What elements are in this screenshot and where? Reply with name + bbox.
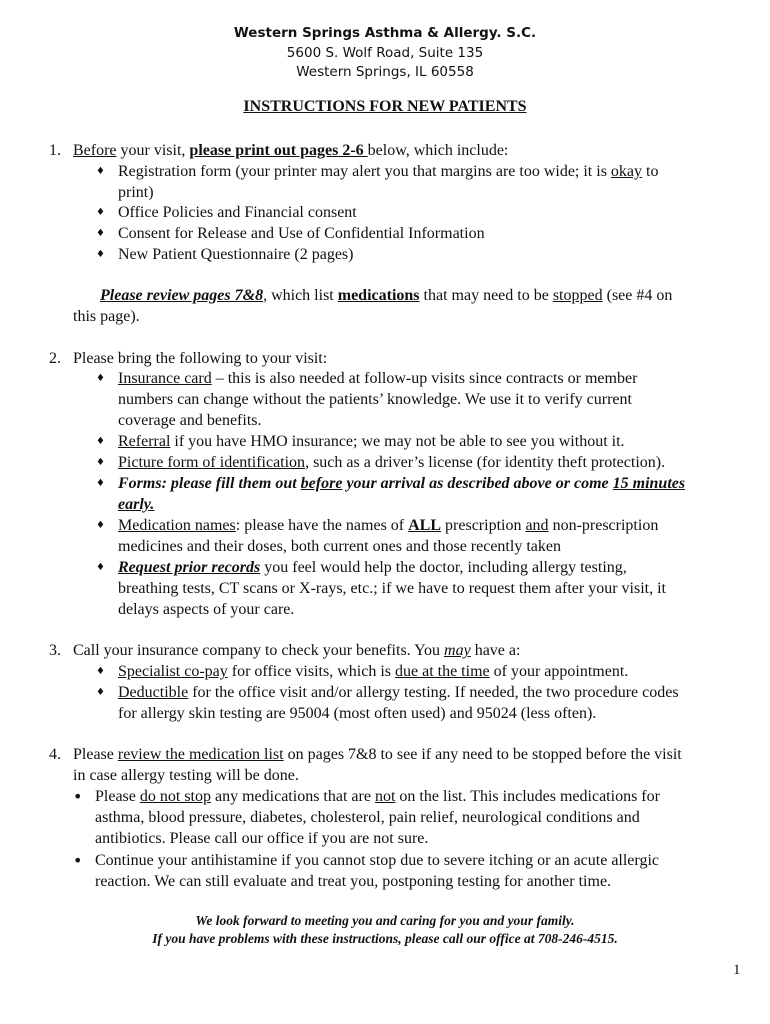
medication-names-text-3: non-prescription <box>548 517 659 534</box>
diamond-bullet-icon: ♦ <box>96 373 105 384</box>
list-item-insurance-cont: numbers can change without the patients’ knowledge. We use it to verify current <box>118 391 632 408</box>
page-title: INSTRUCTIONS FOR NEW PATIENTS <box>243 98 527 115</box>
deductible-label: Deductible <box>118 684 189 701</box>
list-item-registration <box>118 161 658 182</box>
section-3-text: Call your insurance company to check your benefits. You <box>73 642 445 659</box>
section-4-intro <box>73 744 682 765</box>
list-item-forms-cont: early. <box>118 496 155 513</box>
diamond-bullet-icon: ♦ <box>96 457 105 468</box>
all-text: ALL <box>408 517 442 534</box>
list-item-insurance-cont-2: coverage and benefits. <box>118 412 262 429</box>
diamond-bullet-icon: ♦ <box>96 562 105 573</box>
do-not-stop-text: do not stop <box>139 788 211 805</box>
before-text: before <box>300 475 343 492</box>
okay-text: okay <box>610 163 643 180</box>
list-item-forms <box>118 473 685 494</box>
section-3-text-2: have a: <box>470 642 521 659</box>
dont-stop-text-3: on the list. This includes medications for <box>395 788 660 805</box>
dot-bullet-icon: • <box>73 787 83 806</box>
list-item-picture-id <box>118 452 665 473</box>
forms-text-2: your arrival as described above or come <box>342 475 613 492</box>
intro-text-2: below, which include: <box>367 142 509 159</box>
dont-stop-text: Please <box>95 788 140 805</box>
diamond-bullet-icon: ♦ <box>96 520 105 531</box>
list-item-dont-stop-cont: asthma, blood pressure, diabetes, cholesterol, pain relief, neurological conditions and <box>95 809 640 826</box>
list-item-antihistamine: Continue your antihistamine if you cannot stop due to severe itching or an acute allergic <box>95 852 659 869</box>
diamond-bullet-icon: ♦ <box>96 166 105 177</box>
picture-id-text: , such as a driver’s license (for identity theft protection). <box>305 454 666 471</box>
section-1-intro <box>73 140 508 161</box>
diamond-bullet-icon: ♦ <box>96 249 105 260</box>
diamond-bullet-icon: ♦ <box>96 687 105 698</box>
list-item-consent: Consent for Release and Use of Confidential Information <box>118 225 485 242</box>
practice-name: Western Springs Asthma & Allergy. S.C. <box>233 25 537 41</box>
list-item-referral <box>118 431 625 452</box>
medication-names-text-2: prescription <box>441 517 526 534</box>
diamond-bullet-icon: ♦ <box>96 207 105 218</box>
list-item-antihistamine-cont: reaction. We can still evaluate and treat you, postponing testing for another time. <box>95 873 612 890</box>
list-item-office-policies: Office Policies and Financial consent <box>118 204 357 221</box>
copay-text: for office visits, which is <box>227 663 395 680</box>
section-3-intro <box>73 640 520 661</box>
section-3-number: 3. <box>49 642 61 659</box>
insurance-text: – this is also needed at follow-up visits since contracts or member <box>211 370 638 387</box>
intro-text: your visit, <box>116 142 190 159</box>
prior-records-label: Request prior records <box>118 559 261 576</box>
address-line-1: 5600 S. Wolf Road, Suite 135 <box>286 45 484 61</box>
section-1-number: 1. <box>49 142 61 159</box>
review-note-cont: this page). <box>73 308 140 325</box>
section-2-number: 2. <box>49 350 61 367</box>
deductible-text: for the office visit and/or allergy testing. If needed, the two procedure codes <box>188 684 679 701</box>
review-text: , which list <box>263 287 338 304</box>
review-text-2: that may need to be <box>419 287 553 304</box>
diamond-bullet-icon: ♦ <box>96 228 105 239</box>
medication-names-label: Medication names <box>118 517 236 534</box>
referral-label: Referral <box>118 433 171 450</box>
minutes-text: 15 minutes <box>612 475 686 492</box>
section-2-intro: Please bring the following to your visit: <box>73 350 328 367</box>
review-note <box>100 285 672 306</box>
review-pages-text: Please review pages 7&8 <box>100 287 264 304</box>
and-text: and <box>525 517 549 534</box>
medications-text: medications <box>337 287 420 304</box>
list-item-dont-stop-cont-2: antibiotics. Please call our office if you are not sure. <box>95 830 429 847</box>
section-4-text: Please <box>73 746 118 763</box>
diamond-bullet-icon: ♦ <box>96 436 105 447</box>
section-4-intro-cont: in case allergy testing will be done. <box>73 767 299 784</box>
print-pages-text: please print out pages 2-6 <box>189 142 368 159</box>
footer-line-2: If you have problems with these instructions, please call our office at 708-246-4515. <box>152 931 618 946</box>
list-item-dont-stop <box>95 786 660 807</box>
dot-bullet-icon: • <box>73 851 83 870</box>
list-item-prior-records-cont-2: delays aspects of your care. <box>118 601 295 618</box>
review-text-3: (see #4 on <box>602 287 673 304</box>
prior-records-text: you feel would help the doctor, including allergy testing, <box>260 559 627 576</box>
referral-text: if you have HMO insurance; we may not be able to see you without it. <box>170 433 625 450</box>
section-4-number: 4. <box>49 746 61 763</box>
diamond-bullet-icon: ♦ <box>96 478 105 489</box>
list-item-medication-names-cont: medicines and their doses, both current ones and those recently taken <box>118 538 561 555</box>
list-item-deductible-cont: for allergy skin testing are 95004 (most often used) and 95024 (less often). <box>118 705 597 722</box>
copay-label: Specialist co-pay <box>118 663 228 680</box>
diamond-bullet-icon: ♦ <box>96 666 105 677</box>
copay-text-2: of your appointment. <box>489 663 629 680</box>
section-4-text-2: on pages 7&8 to see if any need to be stopped before the visit <box>283 746 682 763</box>
list-item-prior-records <box>118 557 627 578</box>
address-line-2: Western Springs, IL 60558 <box>296 64 474 80</box>
list-item-insurance <box>118 368 637 389</box>
page-number: 1 <box>733 962 741 978</box>
footer-line-1: We look forward to meeting you and caring for you and your family. <box>195 913 575 928</box>
list-item-copay <box>118 661 628 682</box>
may-text: may <box>444 642 471 659</box>
list-item-questionnaire: New Patient Questionnaire (2 pages) <box>118 246 354 263</box>
dont-stop-text-2: any medications that are <box>211 788 375 805</box>
picture-id-label: Picture form of identification <box>118 454 306 471</box>
list-item-medication-names <box>118 515 658 536</box>
due-text: due at the time <box>394 663 490 680</box>
medication-names-text: : please have the names of <box>235 517 409 534</box>
insurance-label: Insurance card <box>118 370 212 387</box>
forms-text: Forms: please fill them out <box>118 475 301 492</box>
review-list-text: review the medication list <box>117 746 284 763</box>
list-item-registration-cont: print) <box>118 184 154 201</box>
not-text: not <box>374 788 396 805</box>
before-text: Before <box>73 142 117 159</box>
registration-text: Registration form (your printer may alert you that margins are too wide; it is <box>118 163 611 180</box>
list-item-deductible <box>118 682 679 703</box>
stopped-text: stopped <box>552 287 603 304</box>
list-item-prior-records-cont: breathing tests, CT scans or X-rays, etc.; if we have to request them after your visit, it <box>118 580 666 597</box>
registration-text-2: to <box>642 163 659 180</box>
